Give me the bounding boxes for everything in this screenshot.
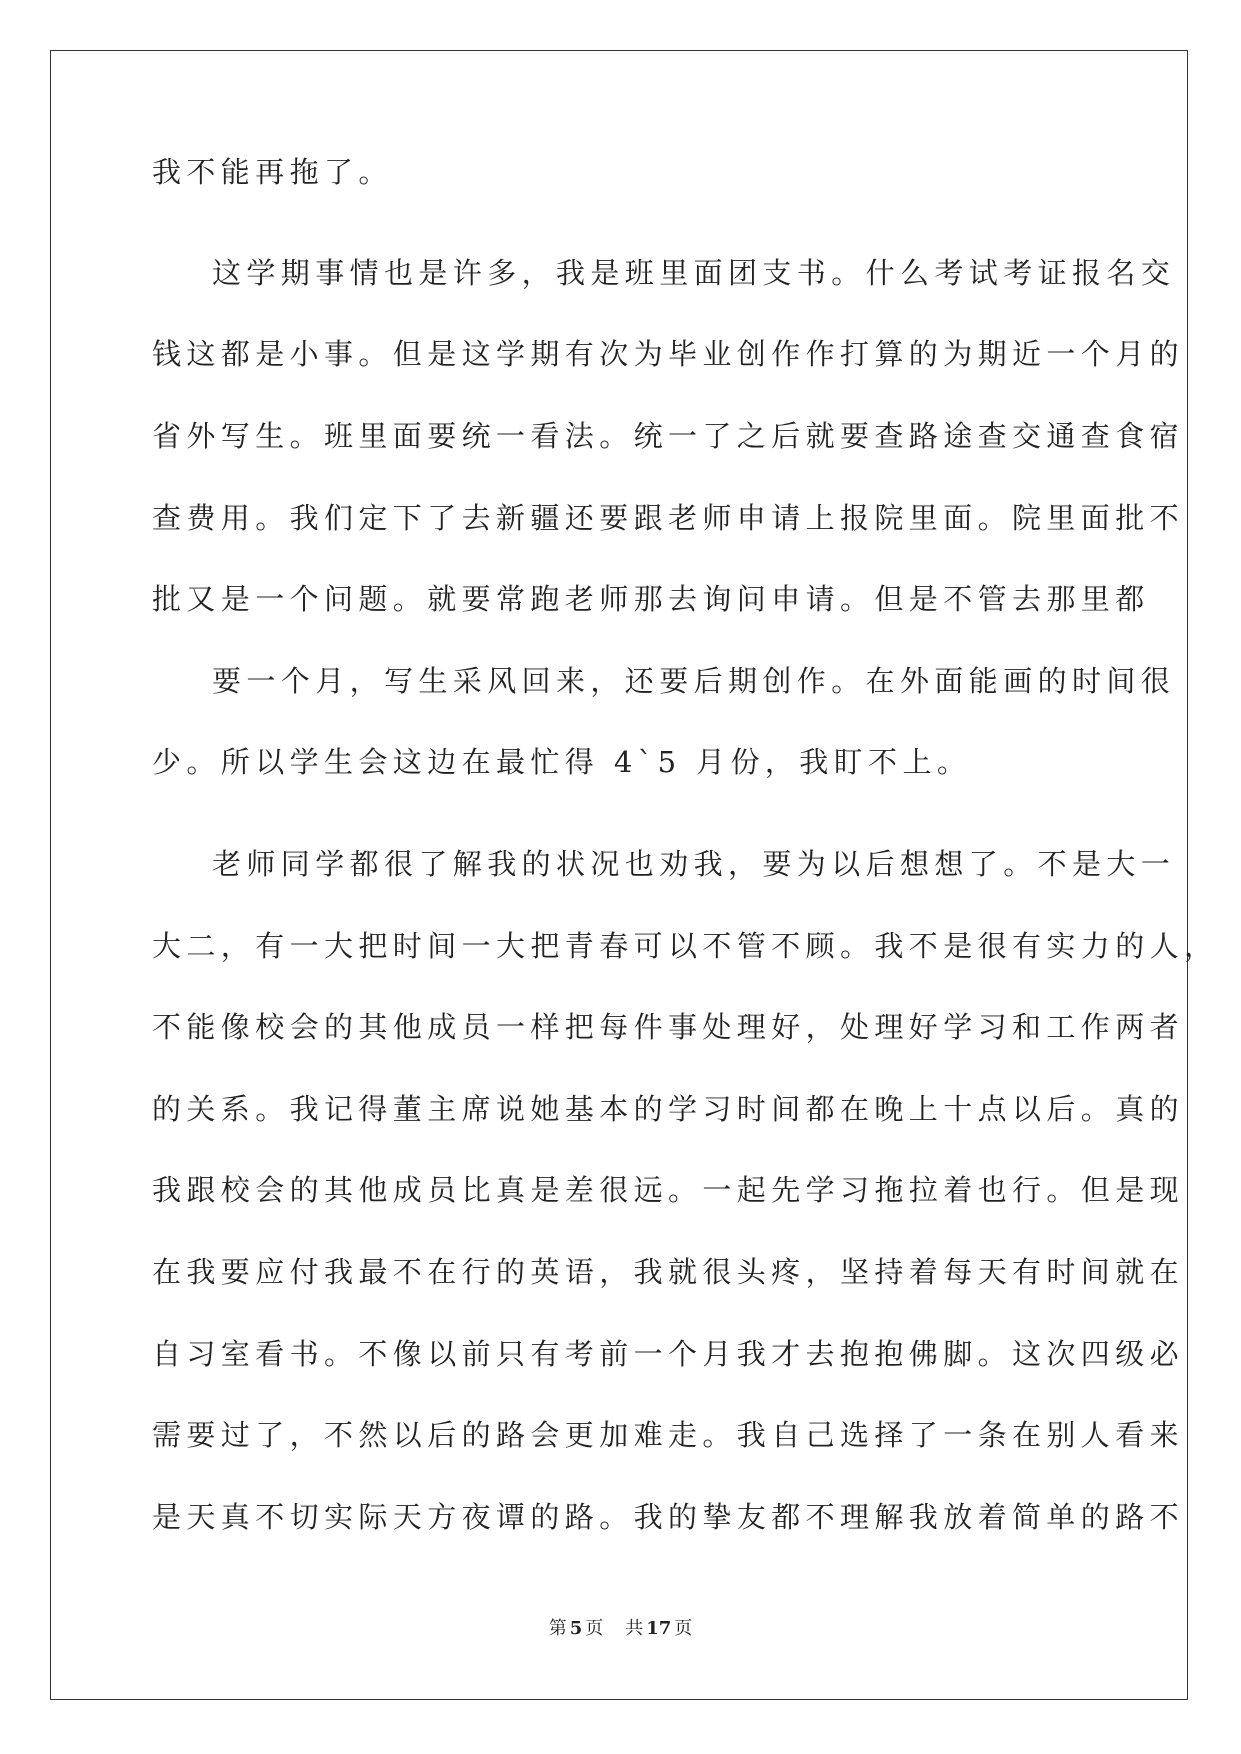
text-line: 省外写生。班里面要统一看法。统一了之后就要查路途查交通查食宿: [152, 419, 1185, 453]
text-line: 在我要应付我最不在行的英语，我就很头疼，坚持着每天有时间就在: [152, 1255, 1185, 1289]
text-line: 钱这都是小事。但是这学期有次为毕业创作作打算的为期近一个月的: [152, 337, 1185, 371]
total-prefix: 共: [625, 1618, 644, 1639]
text-line: 老师同学都很了解我的状况也劝我，要为以后想想了。不是大一: [212, 847, 1176, 881]
text-line: 大二，有一大把时间一大把青春可以不管不顾。我不是很有实力的人，: [152, 929, 1219, 963]
total-suffix: 页: [674, 1618, 693, 1639]
text-line: 这学期事情也是许多，我是班里面团支书。什么考试考证报名交: [212, 256, 1176, 290]
text-line: 我不能再拖了。: [152, 155, 393, 189]
text-line: 自习室看书。不像以前只有考前一个月我才去抱抱佛脚。这次四级必: [152, 1337, 1185, 1371]
page-number: 5: [569, 1618, 583, 1639]
text-line: 批又是一个问题。就要常跑老师那去询问申请。但是不管去那里都: [152, 582, 1150, 616]
text-line: 不能像校会的其他成员一样把每件事处理好，处理好学习和工作两者: [152, 1010, 1185, 1044]
text-line: 查费用。我们定下了去新疆还要跟老师申请上报院里面。院里面批不: [152, 501, 1185, 535]
text-line: 的关系。我记得董主席说她基本的学习时间都在晚上十点以后。真的: [152, 1092, 1185, 1126]
text-line: 我跟校会的其他成员比真是差很远。一起先学习拖拉着也行。但是现: [152, 1173, 1185, 1207]
text-line: 要一个月，写生采风回来，还要后期创作。在外面能画的时间很: [212, 664, 1176, 698]
text-line: 需要过了，不然以后的路会更加难走。我自己选择了一条在别人看来: [152, 1418, 1185, 1452]
page-footer: [0, 1614, 1241, 1640]
text-line: 是天真不切实际天方夜谭的路。我的挚友都不理解我放着简单的路不: [152, 1500, 1185, 1534]
page-suffix: 页: [585, 1618, 604, 1639]
page-prefix: 第: [548, 1618, 567, 1639]
text-line: 少。所以学生会这边在最忙得 4`5 月份，我盯不上。: [152, 745, 972, 779]
total-pages: 17: [646, 1618, 672, 1639]
